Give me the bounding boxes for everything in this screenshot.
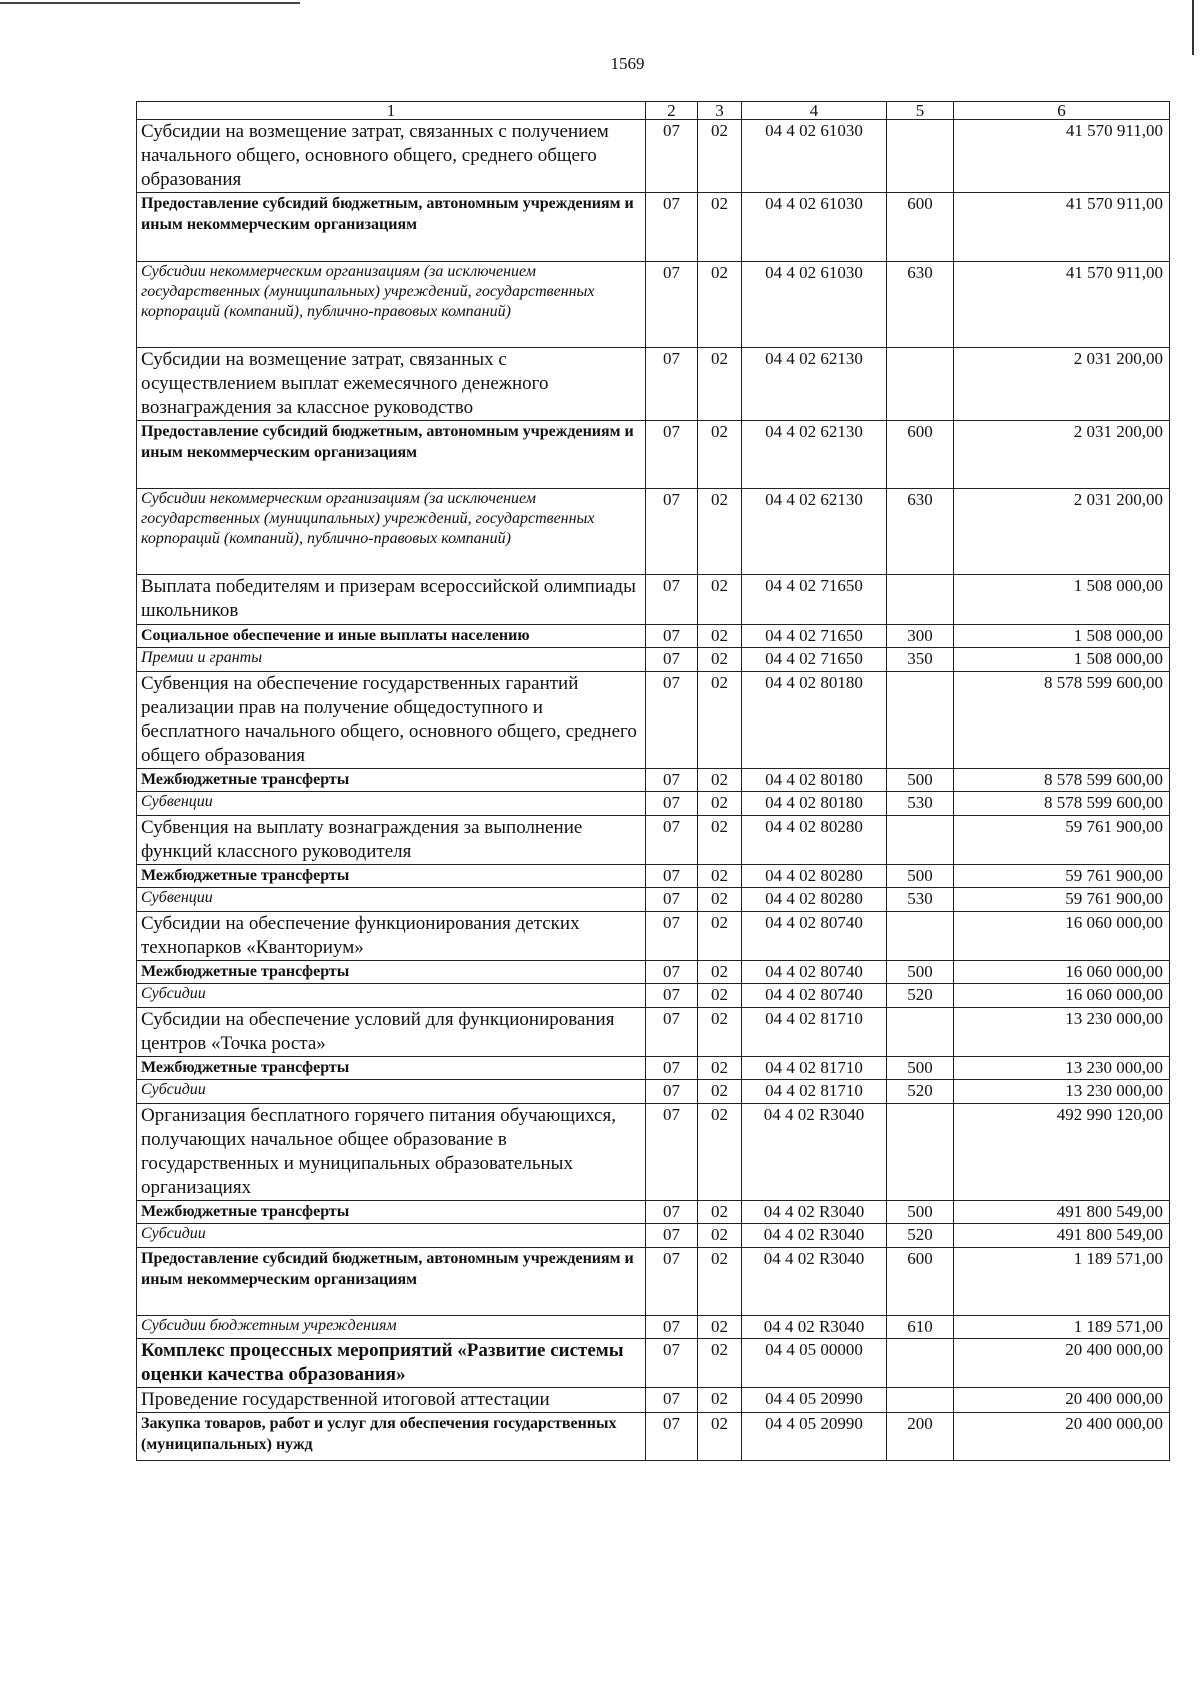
row-section: 07 — [646, 1008, 698, 1057]
row-section: 07 — [646, 1201, 698, 1224]
table-row — [137, 888, 1170, 912]
row-section: 07 — [646, 1224, 698, 1248]
table-row — [137, 1224, 1170, 1248]
row-subsection: 02 — [698, 1057, 742, 1080]
row-expense-type: 530 — [887, 888, 954, 912]
row-amount: 491 800 549,00 — [954, 1224, 1170, 1248]
row-section: 07 — [646, 575, 698, 625]
row-expense-type: 520 — [887, 1080, 954, 1104]
row-description: Межбюджетные трансферты — [137, 1201, 646, 1224]
header-col-5: 5 — [887, 102, 954, 120]
table-row — [137, 625, 1170, 648]
row-target-article: 04 4 02 81710 — [742, 1057, 887, 1080]
row-target-article: 04 4 02 R3040 — [742, 1316, 887, 1339]
row-target-article: 04 4 05 00000 — [742, 1339, 887, 1388]
row-amount: 13 230 000,00 — [954, 1057, 1170, 1080]
row-target-article: 04 4 02 71650 — [742, 625, 887, 648]
header-col-2: 2 — [646, 102, 698, 120]
table-row — [137, 348, 1170, 421]
row-target-article: 04 4 02 80180 — [742, 792, 887, 816]
row-expense-type: 610 — [887, 1316, 954, 1339]
row-section: 07 — [646, 792, 698, 816]
row-target-article: 04 4 05 20990 — [742, 1388, 887, 1413]
row-subsection: 02 — [698, 1339, 742, 1388]
row-description: Комплекс процессных мероприятий «Развитие системы оценки качества образования» — [137, 1339, 646, 1388]
row-target-article: 04 4 02 71650 — [742, 575, 887, 625]
row-subsection: 02 — [698, 769, 742, 792]
row-description: Субсидии на возмещение затрат, связанных с осуществлением выплат ежемесячного денежного вознаграждения за классное руководство — [137, 348, 646, 421]
row-section: 07 — [646, 672, 698, 769]
table-row — [137, 1248, 1170, 1316]
row-section: 07 — [646, 348, 698, 421]
table-row — [137, 1080, 1170, 1104]
scan-edge-top — [0, 2, 300, 4]
row-expense-type — [887, 1008, 954, 1057]
header-col-6: 6 — [954, 102, 1170, 120]
row-target-article: 04 4 02 81710 — [742, 1080, 887, 1104]
row-subsection: 02 — [698, 489, 742, 575]
row-amount: 20 400 000,00 — [954, 1388, 1170, 1413]
header-col-3: 3 — [698, 102, 742, 120]
table-row — [137, 1316, 1170, 1339]
table-row — [137, 1008, 1170, 1057]
table-row — [137, 672, 1170, 769]
row-expense-type — [887, 1104, 954, 1201]
row-section: 07 — [646, 1104, 698, 1201]
row-description: Субсидии на возмещение затрат, связанных с получением начального общего, основного общего, среднего общего образования — [137, 120, 646, 193]
table-row — [137, 961, 1170, 984]
row-amount: 41 570 911,00 — [954, 262, 1170, 348]
row-amount: 491 800 549,00 — [954, 1201, 1170, 1224]
row-amount: 41 570 911,00 — [954, 120, 1170, 193]
row-subsection: 02 — [698, 888, 742, 912]
table-row — [137, 421, 1170, 489]
row-amount: 1 189 571,00 — [954, 1248, 1170, 1316]
row-description: Субсидии на обеспечение функционирования детских технопарков «Кванториум» — [137, 912, 646, 961]
row-expense-type — [887, 1388, 954, 1413]
row-section: 07 — [646, 1339, 698, 1388]
row-amount: 1 508 000,00 — [954, 575, 1170, 625]
row-target-article: 04 4 02 R3040 — [742, 1104, 887, 1201]
row-target-article: 04 4 02 80280 — [742, 888, 887, 912]
row-amount: 16 060 000,00 — [954, 984, 1170, 1008]
row-section: 07 — [646, 1248, 698, 1316]
budget-table — [136, 101, 1170, 1461]
row-amount: 59 761 900,00 — [954, 888, 1170, 912]
row-section: 07 — [646, 888, 698, 912]
table-row — [137, 1339, 1170, 1388]
row-subsection: 02 — [698, 792, 742, 816]
row-amount: 8 578 599 600,00 — [954, 792, 1170, 816]
row-subsection: 02 — [698, 1413, 742, 1461]
row-description: Межбюджетные трансферты — [137, 865, 646, 888]
row-section: 07 — [646, 262, 698, 348]
row-expense-type: 630 — [887, 489, 954, 575]
row-subsection: 02 — [698, 348, 742, 421]
row-description: Предоставление субсидий бюджетным, автономным учреждениям и иным некоммерческим организациям — [137, 421, 646, 489]
row-target-article: 04 4 02 80180 — [742, 769, 887, 792]
row-expense-type: 520 — [887, 984, 954, 1008]
row-subsection: 02 — [698, 1080, 742, 1104]
row-description: Субсидии бюджетным учреждениям — [137, 1316, 646, 1339]
table-row — [137, 1388, 1170, 1413]
row-expense-type — [887, 1339, 954, 1388]
table-row — [137, 1413, 1170, 1461]
row-subsection: 02 — [698, 575, 742, 625]
table-row — [137, 1057, 1170, 1080]
row-subsection: 02 — [698, 961, 742, 984]
header-col-4: 4 — [742, 102, 887, 120]
row-expense-type — [887, 120, 954, 193]
row-expense-type: 530 — [887, 792, 954, 816]
row-expense-type: 600 — [887, 1248, 954, 1316]
row-description: Предоставление субсидий бюджетным, автономным учреждениям и иным некоммерческим организациям — [137, 1248, 646, 1316]
row-subsection: 02 — [698, 984, 742, 1008]
row-target-article: 04 4 02 80180 — [742, 672, 887, 769]
row-description: Межбюджетные трансферты — [137, 1057, 646, 1080]
table-row — [137, 120, 1170, 193]
table-row — [137, 489, 1170, 575]
row-section: 07 — [646, 769, 698, 792]
row-amount: 20 400 000,00 — [954, 1413, 1170, 1461]
row-subsection: 02 — [698, 816, 742, 865]
row-description: Премии и гранты — [137, 648, 646, 672]
row-expense-type — [887, 816, 954, 865]
row-expense-type: 500 — [887, 865, 954, 888]
row-expense-type — [887, 575, 954, 625]
row-section: 07 — [646, 865, 698, 888]
scan-edge-right — [1192, 0, 1194, 55]
row-description: Субсидии некоммерческим организациям (за исключением государственных (муниципальных) учреждений, государственных корпораций (компаний), публично-правовых компаний) — [137, 489, 646, 575]
row-description: Субвенция на выплату вознаграждения за выполнение функций классного руководителя — [137, 816, 646, 865]
row-description: Субвенция на обеспечение государственных гарантий реализации прав на получение общедоступного и бесплатного начального общего, основного общего, среднего общего образования — [137, 672, 646, 769]
row-expense-type: 500 — [887, 961, 954, 984]
table-row — [137, 984, 1170, 1008]
row-target-article: 04 4 02 R3040 — [742, 1248, 887, 1316]
row-description: Субвенции — [137, 792, 646, 816]
row-amount: 13 230 000,00 — [954, 1080, 1170, 1104]
row-section: 07 — [646, 120, 698, 193]
row-description: Субсидии некоммерческим организациям (за исключением государственных (муниципальных) учреждений, государственных корпораций (компаний), публично-правовых компаний) — [137, 262, 646, 348]
row-amount: 13 230 000,00 — [954, 1008, 1170, 1057]
table-row — [137, 262, 1170, 348]
row-amount: 20 400 000,00 — [954, 1339, 1170, 1388]
row-section: 07 — [646, 1080, 698, 1104]
row-section: 07 — [646, 912, 698, 961]
row-target-article: 04 4 02 81710 — [742, 1008, 887, 1057]
table-row — [137, 575, 1170, 625]
row-subsection: 02 — [698, 120, 742, 193]
row-section: 07 — [646, 1316, 698, 1339]
row-target-article: 04 4 02 80740 — [742, 961, 887, 984]
row-subsection: 02 — [698, 421, 742, 489]
row-subsection: 02 — [698, 1008, 742, 1057]
row-target-article: 04 4 05 20990 — [742, 1413, 887, 1461]
row-target-article: 04 4 02 71650 — [742, 648, 887, 672]
row-expense-type: 300 — [887, 625, 954, 648]
header-col-1: 1 — [137, 102, 646, 120]
row-section: 07 — [646, 625, 698, 648]
row-subsection: 02 — [698, 1316, 742, 1339]
row-description: Субсидии на обеспечение условий для функционирования центров «Точка роста» — [137, 1008, 646, 1057]
row-target-article: 04 4 02 80740 — [742, 984, 887, 1008]
table-row — [137, 865, 1170, 888]
row-expense-type: 500 — [887, 769, 954, 792]
row-expense-type: 500 — [887, 1201, 954, 1224]
table-row — [137, 648, 1170, 672]
row-amount: 8 578 599 600,00 — [954, 672, 1170, 769]
row-section: 07 — [646, 1388, 698, 1413]
table-row — [137, 1201, 1170, 1224]
row-expense-type: 350 — [887, 648, 954, 672]
row-expense-type: 600 — [887, 193, 954, 262]
row-subsection: 02 — [698, 1388, 742, 1413]
row-description: Субсидии — [137, 1224, 646, 1248]
row-expense-type: 500 — [887, 1057, 954, 1080]
row-description: Субвенции — [137, 888, 646, 912]
row-subsection: 02 — [698, 672, 742, 769]
budget-table-body — [137, 102, 1170, 1461]
row-subsection: 02 — [698, 1104, 742, 1201]
row-description: Проведение государственной итоговой аттестации — [137, 1388, 646, 1413]
row-section: 07 — [646, 961, 698, 984]
row-section: 07 — [646, 421, 698, 489]
table-row — [137, 1104, 1170, 1201]
row-description: Выплата победителям и призерам всероссийской олимпиады школьников — [137, 575, 646, 625]
row-amount: 492 990 120,00 — [954, 1104, 1170, 1201]
row-amount: 1 508 000,00 — [954, 648, 1170, 672]
row-section: 07 — [646, 1057, 698, 1080]
row-target-article: 04 4 02 62130 — [742, 489, 887, 575]
row-subsection: 02 — [698, 262, 742, 348]
row-section: 07 — [646, 193, 698, 262]
row-target-article: 04 4 02 61030 — [742, 193, 887, 262]
table-row — [137, 193, 1170, 262]
row-target-article: 04 4 02 61030 — [742, 120, 887, 193]
row-amount: 16 060 000,00 — [954, 912, 1170, 961]
row-expense-type — [887, 348, 954, 421]
row-expense-type: 200 — [887, 1413, 954, 1461]
row-subsection: 02 — [698, 912, 742, 961]
row-amount: 2 031 200,00 — [954, 421, 1170, 489]
row-amount: 1 508 000,00 — [954, 625, 1170, 648]
row-subsection: 02 — [698, 193, 742, 262]
row-expense-type — [887, 672, 954, 769]
row-target-article: 04 4 02 R3040 — [742, 1224, 887, 1248]
row-amount: 1 189 571,00 — [954, 1316, 1170, 1339]
row-description: Предоставление субсидий бюджетным, автономным учреждениям и иным некоммерческим организациям — [137, 193, 646, 262]
row-expense-type: 600 — [887, 421, 954, 489]
row-amount: 59 761 900,00 — [954, 816, 1170, 865]
row-target-article: 04 4 02 80280 — [742, 865, 887, 888]
row-section: 07 — [646, 648, 698, 672]
row-amount: 59 761 900,00 — [954, 865, 1170, 888]
row-target-article: 04 4 02 80280 — [742, 816, 887, 865]
row-amount: 2 031 200,00 — [954, 489, 1170, 575]
row-section: 07 — [646, 984, 698, 1008]
row-expense-type — [887, 912, 954, 961]
table-row — [137, 816, 1170, 865]
table-row — [137, 912, 1170, 961]
row-amount: 16 060 000,00 — [954, 961, 1170, 984]
row-section: 07 — [646, 816, 698, 865]
table-row — [137, 769, 1170, 792]
row-description: Организация бесплатного горячего питания обучающихся, получающих начальное общее образование в государственных и муниципальных образовательных организациях — [137, 1104, 646, 1201]
row-description: Закупка товаров, работ и услуг для обеспечения государственных (муниципальных) нужд — [137, 1413, 646, 1461]
row-subsection: 02 — [698, 1224, 742, 1248]
row-target-article: 04 4 02 62130 — [742, 348, 887, 421]
row-subsection: 02 — [698, 1248, 742, 1316]
row-subsection: 02 — [698, 625, 742, 648]
row-description: Межбюджетные трансферты — [137, 769, 646, 792]
row-description: Субсидии — [137, 984, 646, 1008]
table-row — [137, 792, 1170, 816]
row-amount: 2 031 200,00 — [954, 348, 1170, 421]
row-subsection: 02 — [698, 648, 742, 672]
row-expense-type: 520 — [887, 1224, 954, 1248]
row-section: 07 — [646, 1413, 698, 1461]
row-expense-type: 630 — [887, 262, 954, 348]
row-target-article: 04 4 02 61030 — [742, 262, 887, 348]
row-description: Субсидии — [137, 1080, 646, 1104]
row-description: Межбюджетные трансферты — [137, 961, 646, 984]
row-description: Социальное обеспечение и иные выплаты населению — [137, 625, 646, 648]
row-amount: 41 570 911,00 — [954, 193, 1170, 262]
header-row — [137, 102, 1170, 120]
row-subsection: 02 — [698, 1201, 742, 1224]
row-section: 07 — [646, 489, 698, 575]
row-target-article: 04 4 02 80740 — [742, 912, 887, 961]
row-target-article: 04 4 02 62130 — [742, 421, 887, 489]
page-number: 1569 — [610, 54, 645, 73]
row-amount: 8 578 599 600,00 — [954, 769, 1170, 792]
row-subsection: 02 — [698, 865, 742, 888]
row-target-article: 04 4 02 R3040 — [742, 1201, 887, 1224]
